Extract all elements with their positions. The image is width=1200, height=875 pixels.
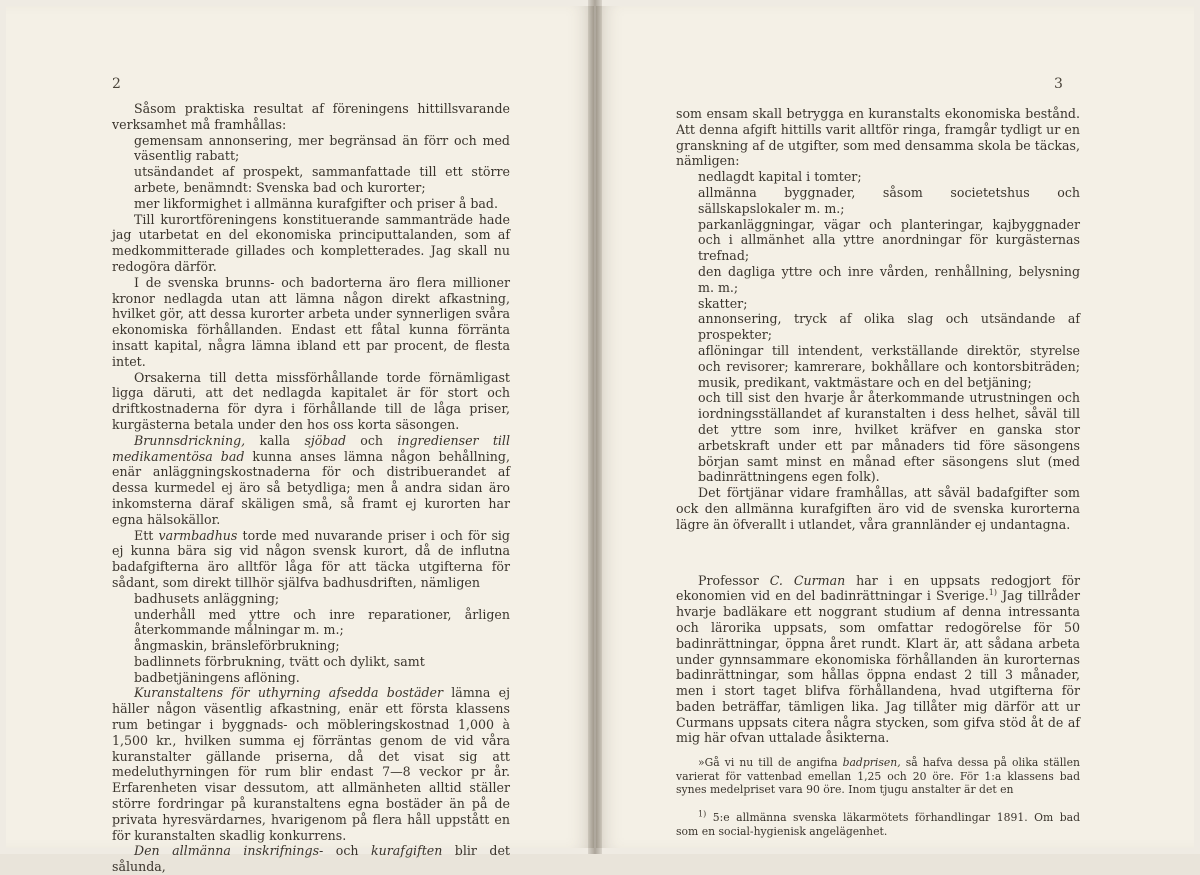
book-gutter [588, 0, 602, 854]
list-item: aflöningar till intendent, verkställande direktör, styrelse och revisorer; kamrerare, bokhållare och kontorsbiträden; musik, predikant, vaktmästare och en del betjäning; [698, 342, 1080, 390]
list-item: och till sist den hvarje år återkommande utrustningen och iordningsställandet af kuranstalten i dess helhet, såväl till det yttre som inre, hvilket kräfver en ganska stor arbetskraft under ett par månaders tid före säsongens början samt minst en månad efter säsongens slut (med badinrättningens egen folk). [698, 390, 1080, 485]
paragraph-varmbadhus [112, 528, 510, 591]
paragraph: som ensam skall betrygga en kuranstalts ekonomiska bestånd. Att denna afgift hittills varit alltför ringa, framgår tydligt ur en granskning af de utgifter, som med densamma skola be täckas, nämligen: [676, 106, 1080, 169]
list-item: underhåll med yttre och inre reparationer, årligen återkommande målningar m. m.; [134, 606, 510, 638]
text-run: blir det sålunda, [112, 843, 510, 875]
footnote [676, 811, 1080, 838]
list-item: gemensam annonsering, mer begränsad än förr och med väsentlig rabatt; [134, 132, 510, 164]
italic-term: varmbadhus [158, 527, 238, 543]
italic-term: kurafgiften [371, 843, 443, 859]
list-item: nedlagdt kapital i tomter; [698, 169, 862, 185]
paragraph-kurafgift [112, 843, 510, 875]
list-item: mer likformighet i allmänna kurafgifter och priser å bad. [134, 195, 498, 211]
text-run: kalla [245, 432, 305, 448]
list-item: parkanläggningar, vägar och planteringar, kajbyggnader och i allmänhet alla yttre anordningar för kurgästernas trefnad; [698, 216, 1080, 264]
footnote-mark: 1) [698, 809, 707, 819]
list-item: den dagliga yttre och inre vården, renhållning, belysning m. m.; [698, 263, 1080, 295]
italic-term: ingredienser till medikamentösa bad [112, 432, 510, 464]
paragraph: Orsakerna till detta missförhållande torde förnämligast ligga däruti, att det nedlagda kapitalet är för stort och driftkostnaderna för dyra i förhållande till de låga priser, kurgästerna betala under den hos oss korta säsongen. [112, 369, 510, 432]
italic-term: Brunnsdrickning, [134, 432, 246, 448]
italic-term: Den allmänna inskrifnings- [134, 843, 324, 859]
left-page-text [112, 101, 510, 875]
paragraph-brunnsdrickning [112, 433, 510, 528]
list-item: badbetjäningens aflöning. [134, 669, 300, 685]
text-run: och [323, 843, 372, 859]
text-run: Ett [134, 527, 159, 543]
paragraph: Det förtjänar vidare framhållas, att såväl badafgifter som ock den allmänna kurafgiften äro vid de svenska kurorterna lägre än öfverallt i utlandet, våra grannländer ej undantagna. [676, 485, 1080, 532]
italic-term: sjöbad [304, 432, 347, 448]
text-run: så hafva dessa på olika ställen varierat för vattenbad emellan 1,25 och 20 öre. För 1:a klassens bad synes medelpriset vara 90 öre. Inom tjugu anstalter är det en [676, 756, 1080, 797]
section-gap [676, 533, 1080, 573]
paragraph-curman [676, 573, 1080, 747]
list-item: badhusets anläggning; [134, 590, 280, 606]
text-run: har i en uppsats redogjort för ekonomien vid en del badinrättningar i Sverige. [676, 572, 1080, 604]
footnote-separator [676, 797, 1080, 811]
list-item: skatter; [698, 295, 748, 311]
paragraph-kuranstalt [112, 685, 510, 843]
text-run: lämna ej häller någon väsentlig afkastning, enär ett första klassens rum betingar i byggnads- och möbleringskostnad 1,000 à 1,500 kr., hvilken summa ej förräntas genom de vid våra kuranstalter gällande priserna, då det visat sig att medeluthyrningen för rum blir endast 7—8 veckor pr år. Erfarenheten visar dessutom, att allmänheten alltid ställer större fordringar på kuranstaltens egna bostäder än på de privata hyresvärdarnes, hvarigenom på flera håll uppstått en för kuranstalten skadlig konkurrens. [112, 685, 510, 843]
text-run: kunna anses lämna någon behållning, enär anläggningskostnaderna för och distribuerandet af dessa kurmedel ej äro så betydliga; men å andra sidan äro inkomsterna däraf skäligen små, så framt ej kurorten har egna hälsokällor. [112, 448, 510, 527]
text-run: torde med nuvarande priser i och för sig ej kunna bära sig vid någon svensk kurort, då de influtna badafgifterna äro alltför låga för att täcka utgifterna för sådant, som direkt tillhör själfva badhusdriften, nämligen [112, 527, 510, 590]
spacer [676, 746, 1080, 756]
text-run: Professor [698, 572, 770, 588]
quotation [676, 756, 1080, 797]
italic-term: C. Curman [769, 572, 846, 588]
text-run: »Gå vi nu till de angifna [698, 756, 843, 770]
text-run: och [346, 432, 398, 448]
text-run: 5:e allmänna svenska läkarmötets förhandlingar 1891. Om bad som en social-hygienisk angelägenhet. [676, 811, 1080, 838]
text-run: Jag tillråder hvarje badläkare ett noggrant studium af denna intressanta och lärorika uppsats, som omfattar redogörelse för 50 badinrättningar, öppna året rundt. Klart är, att sådana arbeta under gynnsammare ekonomiska förhållanden än kurorternas badinrättningar, som hållas öppna endast 2 till 3 månader, men i stort taget blifva förhållandena, hvad utgifterna för baden beträffar, tämligen lika. Jag tillåter mig därför att ur Curmans uppsats citera några stycken, som gifva stöd åt de af mig här ofvan uttalade åsikterna. [676, 588, 1080, 746]
paragraph: Till kurortföreningens konstituerande sammanträde hade jag utarbetat en del ekonomiska principuttalanden, som af medkommitterade gillades och kompletterades. Jag skall nu redogöra därför. [112, 211, 510, 274]
list-item: ångmaskin, bränsleförbrukning; [134, 638, 340, 654]
page-number-left: 2 [112, 76, 121, 92]
page-number-right: 3 [1054, 76, 1063, 92]
right-page-text [676, 106, 1080, 838]
italic-term: Kuranstaltens för uthyrning afsedda bostäder [134, 685, 444, 701]
paragraph: Såsom praktiska resultat af föreningens hittillsvarande verksamhet må framhållas: [112, 101, 510, 132]
list-item: allmänna byggnader, såsom societetshus och sällskapslokaler m. m.; [698, 184, 1080, 216]
paragraph: I de svenska brunns- och badorterna äro flera millioner kronor nedlagda utan att lämna någon direkt afkastning, hvilket gör, att dessa kurorter arbeta under synnerligen svåra ekonomiska förhållanden. Endast ett fåtal kunna förränta insatt kapital, några lämna ibland ett par procent, de flesta intet. [112, 274, 510, 369]
italic-term: badprisen, [842, 756, 901, 770]
footnote-reference: 1) [988, 588, 997, 598]
list-item: utsändandet af prospekt, sammanfattade till ett större arbete, benämndt: Svenska bad och kurorter; [134, 164, 510, 195]
list-item: annonsering, tryck af olika slag och utsändande af prospekter; [698, 311, 1080, 343]
list-item: badlinnets förbrukning, tvätt och dylikt, samt [134, 653, 425, 669]
